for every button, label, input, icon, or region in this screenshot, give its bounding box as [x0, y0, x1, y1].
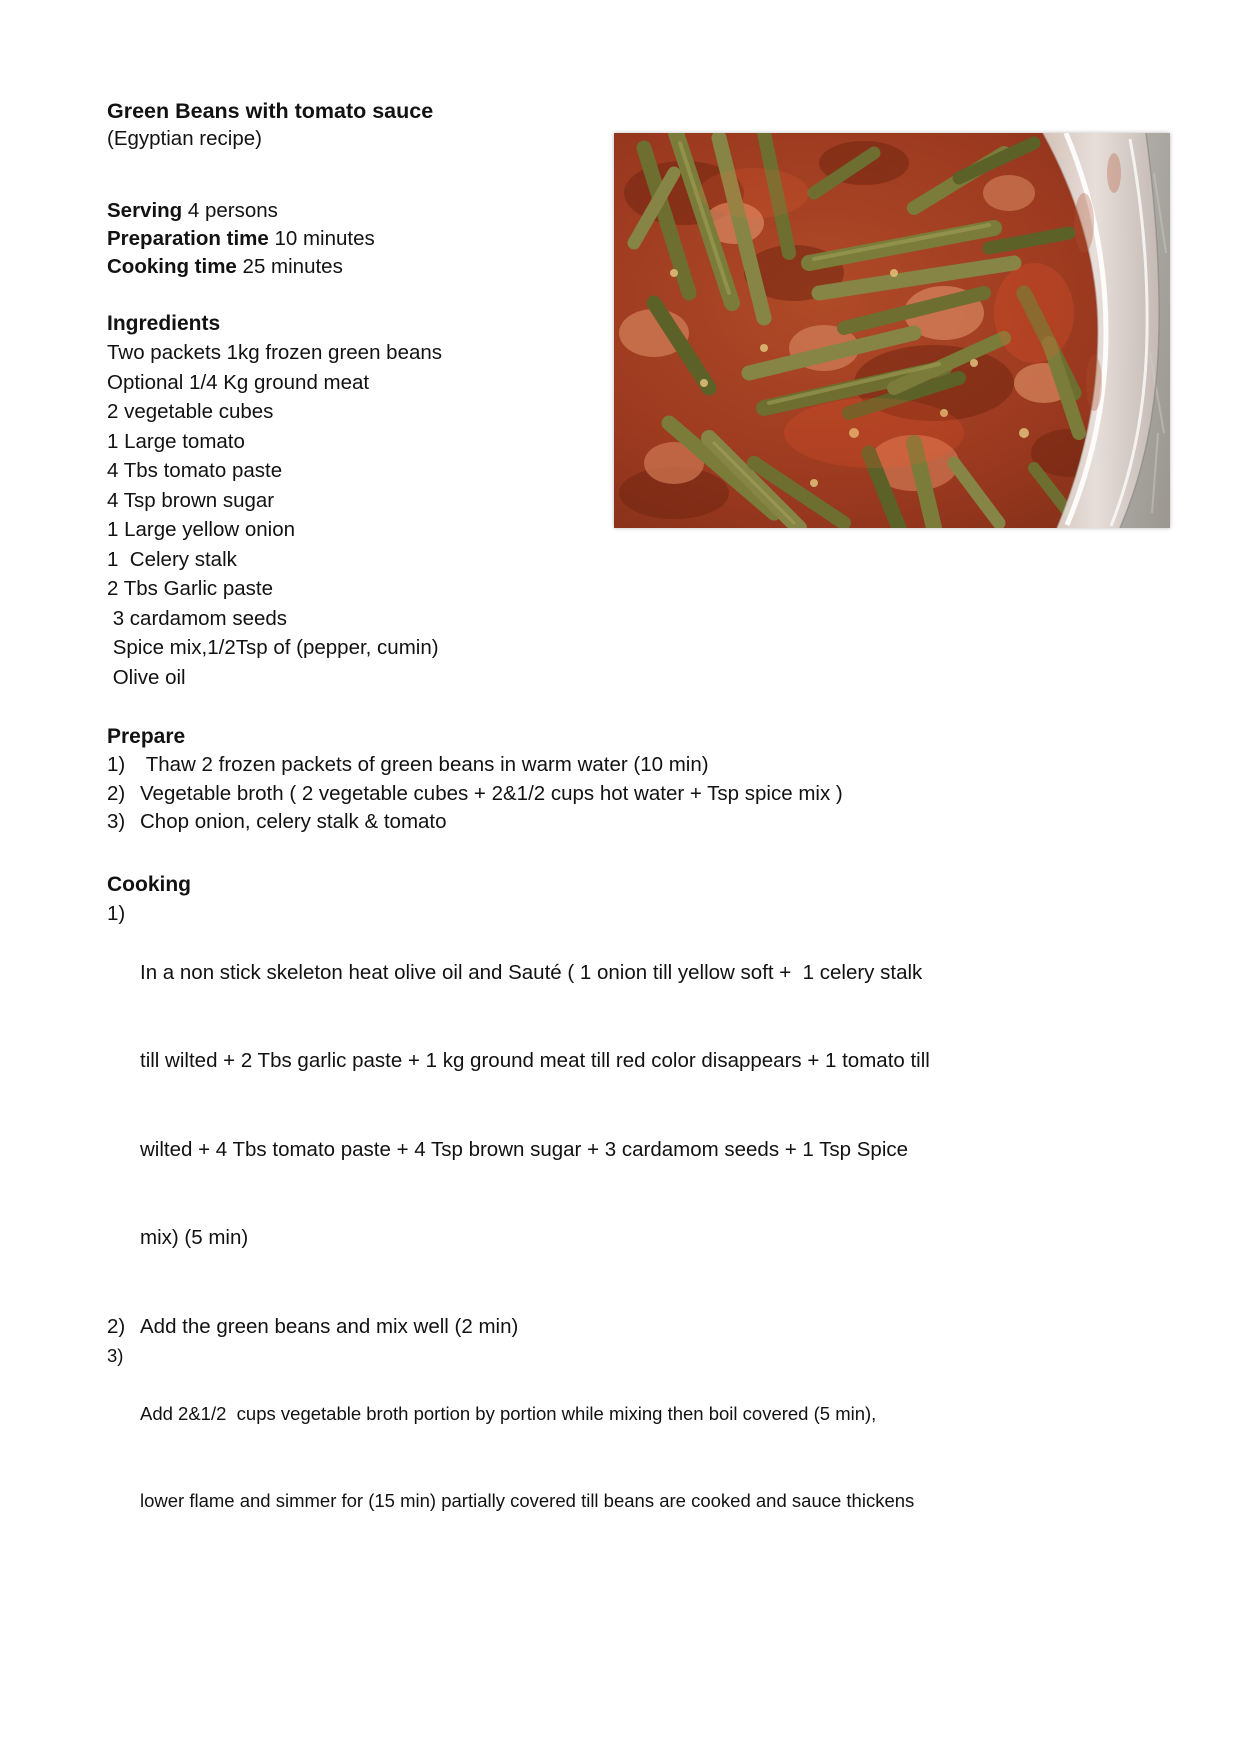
step-text: Chop onion, celery stalk & tomato	[140, 810, 447, 833]
cooking-step	[107, 1312, 1137, 1342]
step-number: 2)	[107, 1314, 126, 1338]
step-number: 3)	[107, 1345, 124, 1366]
recipe-subtitle: (Egyptian recipe)	[107, 127, 262, 150]
prepare-step	[107, 751, 1137, 780]
ingredient-item: 4 Tsp brown sugar	[107, 488, 275, 512]
ingredient-item: 1 Large tomato	[107, 429, 245, 453]
step-text-line: lower flame and simmer for (15 min) partially covered till beans are cooked and sauce thickens	[140, 1490, 915, 1511]
step-text	[140, 899, 930, 1312]
step-text: Vegetable broth ( 2 vegetable cubes + 2&1/2 cups hot water + Tsp spice mix )	[140, 781, 843, 805]
recipe-photo-illustration	[614, 133, 1170, 528]
step-text: Thaw 2 frozen packets of green beans in warm water (10 min)	[140, 753, 709, 776]
cooking-time-label: Cooking time	[107, 255, 237, 278]
ingredients-heading: Ingredients	[107, 312, 221, 335]
step-number: 3)	[107, 810, 126, 833]
ingredient-item: Optional 1/4 Kg ground meat	[107, 370, 370, 394]
step-number: 2)	[107, 781, 126, 805]
step-text-line: In a non stick skeleton heat olive oil and Sauté ( 1 onion till yellow soft + 1 celery stalk	[140, 960, 923, 984]
step-text-line: mix) (5 min)	[140, 1226, 249, 1249]
cooking-steps	[107, 899, 1137, 1574]
ingredient-item: 4 Tbs tomato paste	[107, 459, 283, 482]
prepare-step	[107, 780, 1137, 809]
step-text	[140, 1341, 914, 1573]
cooking-step	[107, 899, 1137, 1312]
preparation-time-value: 10 minutes	[268, 227, 375, 250]
cooking-heading: Cooking	[107, 872, 191, 896]
step-text: Add the green beans and mix well (2 min)	[140, 1314, 519, 1338]
serving-value: 4 persons	[182, 199, 278, 222]
prepare-step	[107, 808, 1137, 837]
step-text-line: till wilted + 2 Tbs garlic paste + 1 kg ground meat till red color disappears + 1 tomato till	[140, 1049, 930, 1072]
ingredient-item: 2 Tbs Garlic paste	[107, 577, 273, 600]
step-text-line: Add 2&1/2 cups vegetable broth portion by portion while mixing then boil covered (5 min),	[140, 1403, 877, 1424]
recipe-title: Green Beans with tomato sauce	[107, 99, 434, 123]
prepare-steps	[107, 751, 1137, 837]
step-text-line: wilted + 4 Tbs tomato paste + 4 Tsp brown sugar + 3 cardamom seeds + 1 Tsp Spice	[140, 1137, 909, 1161]
cooking-time-value: 25 minutes	[236, 255, 343, 278]
recipe-photo	[614, 133, 1170, 528]
cooking-step	[107, 1341, 1137, 1573]
ingredient-item: 3 cardamom seeds	[107, 606, 288, 630]
preparation-time-label: Preparation time	[107, 227, 269, 250]
ingredient-item: Olive oil	[107, 665, 186, 689]
ingredient-item: 1 Celery stalk	[107, 547, 237, 571]
prepare-heading: Prepare	[107, 725, 186, 748]
ingredient-item: 1 Large yellow onion	[107, 518, 296, 541]
serving-label: Serving	[107, 199, 183, 222]
step-number: 1)	[107, 901, 126, 925]
step-number: 1)	[107, 753, 126, 776]
ingredient-item: 2 vegetable cubes	[107, 400, 274, 423]
ingredient-item: Two packets 1kg frozen green beans	[107, 341, 443, 364]
ingredient-item: Spice mix,1/2Tsp of (pepper, cumin)	[107, 636, 439, 659]
